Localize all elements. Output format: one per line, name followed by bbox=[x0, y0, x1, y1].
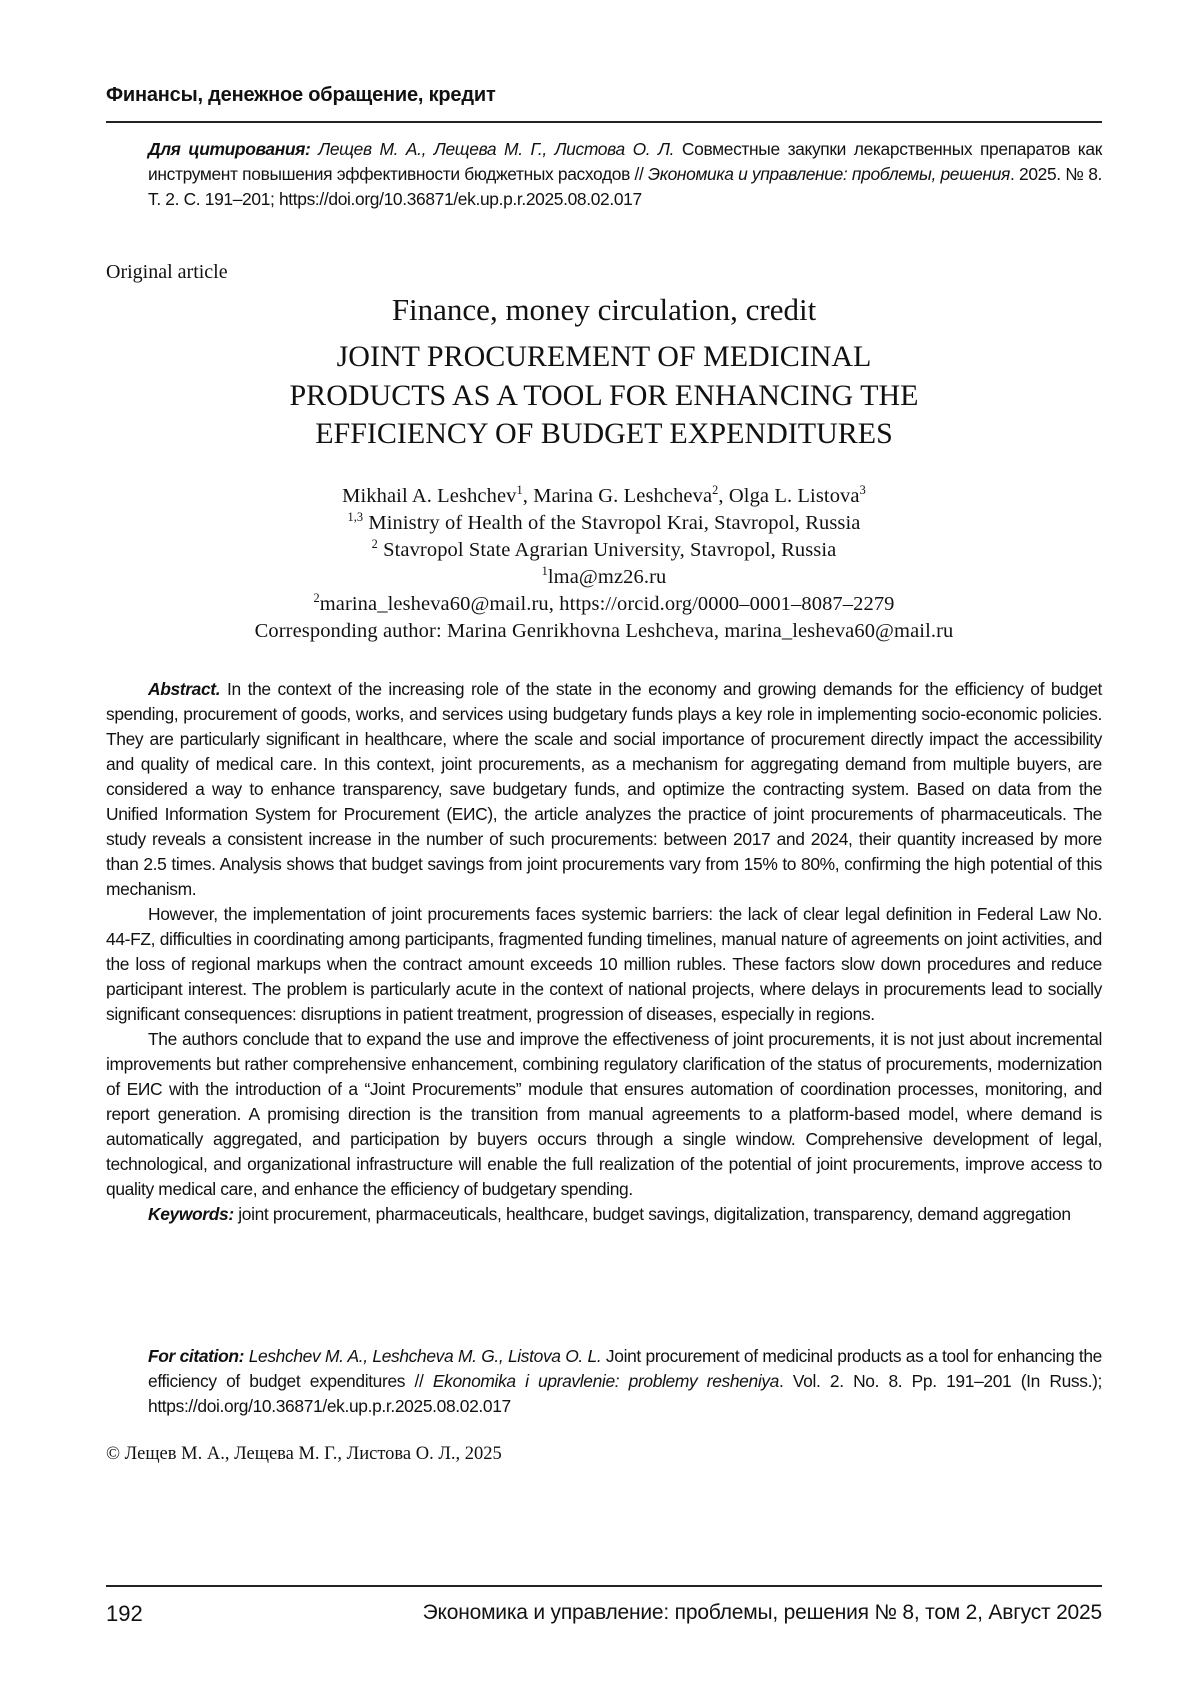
copyright: © Лещев М. А., Лещева М. Г., Листова О. Л., 2025 bbox=[106, 1444, 502, 1465]
keywords-label: Keywords: bbox=[148, 1204, 234, 1224]
article-title bbox=[106, 338, 1102, 454]
footer-rule bbox=[106, 1585, 1102, 1587]
author-sup: 1 bbox=[517, 483, 523, 497]
title-line: PRODUCTS AS A TOOL FOR ENHANCING THE bbox=[106, 377, 1102, 416]
page-number: 192 bbox=[106, 1601, 143, 1627]
author-name: , Marina G. Leshcheva bbox=[523, 485, 712, 507]
citation-ru bbox=[148, 137, 1102, 212]
abstract-label: Abstract. bbox=[148, 679, 220, 699]
citation-en-label: For citation: bbox=[148, 1346, 244, 1366]
section-header: Финансы, денежное обращение, кредит bbox=[106, 84, 496, 107]
rubric: Finance, money circulation, credit bbox=[106, 292, 1102, 328]
citation-en-journal: Ekonomika i upravlenie: problemy resheniya bbox=[433, 1371, 779, 1391]
title-line: JOINT PROCUREMENT OF MEDICINAL bbox=[106, 338, 1102, 377]
email-orcid-link[interactable]: marina_lesheva60@mail.ru, https://orcid.org/0000–0001–8087–2279 bbox=[320, 593, 895, 615]
header-rule bbox=[106, 121, 1102, 123]
author-list bbox=[106, 483, 1102, 510]
citation-en-details: . Vol. 2. No. 8. Pp. 191–201 (In Russ.); https://doi.org/10.36871/ek.up.p.r.2025.08.02.017 bbox=[148, 1371, 1102, 1416]
abstract-paragraph bbox=[106, 677, 1102, 902]
citation-ru-details: . 2025. № 8. Т. 2. С. 191–201; https://doi.org/10.36871/ek.up.p.r.2025.08.02.017 bbox=[148, 164, 1102, 209]
author-name: , Olga L. Listova bbox=[718, 485, 859, 507]
affiliation-sup: 2 bbox=[372, 537, 378, 551]
article-type: Original article bbox=[106, 261, 228, 284]
citation-en bbox=[148, 1344, 1102, 1419]
email-sup: 1 bbox=[542, 564, 548, 578]
affiliation-sup: 1,3 bbox=[347, 510, 363, 524]
citation-en-title: Joint procurement of medicinal products as a tool for enhancing the efficiency of budget expenditures // bbox=[148, 1346, 1102, 1391]
author-sup: 2 bbox=[712, 483, 718, 497]
email-orcid bbox=[106, 591, 1102, 618]
abstract bbox=[106, 677, 1102, 1227]
author-name: Mikhail A. Leshchev bbox=[342, 485, 516, 507]
corresponding-author: Corresponding author: Marina Genrikhovna Leshcheva, marina_lesheva60@mail.ru bbox=[106, 618, 1102, 645]
affiliation bbox=[106, 510, 1102, 537]
email bbox=[106, 564, 1102, 591]
author-sup: 3 bbox=[860, 483, 866, 497]
footer-journal: Экономика и управление: проблемы, решения № 8, том 2, Август 2025 bbox=[423, 1601, 1102, 1625]
citation-ru-authors: Лещев М. А., Лещева М. Г., Листова О. Л. bbox=[318, 139, 674, 159]
citation-ru-label: Для цитирования: bbox=[148, 139, 310, 159]
abstract-paragraph: The authors conclude that to expand the use and improve the effectiveness of joint procurements, it is not just about incremental improvements but rather comprehensive enhancement, combining regulatory clarification of the status of procurements, modernization of ЕИС with the introduction of a “Joint Procurements” module that ensures automation of coordination processes, monitoring, and report generation. A promising direction is the transition from manual agreements to a platform-based model, where demand is automatically aggregated, and participation by buyers occurs through a single window. Comprehensive development of legal, technological, and organizational infrastructure will enable the full realization of the potential of joint procurements, improve access to quality medical care, and enhance the efficiency of budgetary spending. bbox=[106, 1027, 1102, 1202]
email-link[interactable]: lma@mz26.ru bbox=[548, 566, 666, 588]
affiliation bbox=[106, 537, 1102, 564]
email-sup: 2 bbox=[313, 591, 319, 605]
citation-ru-journal: Экономика и управление: проблемы, решения bbox=[648, 164, 1010, 184]
citation-en-authors: Leshchev M. A., Leshcheva M. G., Listova O. L. bbox=[249, 1346, 602, 1366]
abstract-paragraph: However, the implementation of joint procurements faces systemic barriers: the lack of clear legal definition in Federal Law No. 44-FZ, difficulties in coordinating among participants, fragmented funding timelines, manual nature of agreements on joint activities, and the loss of regional markups when the contract amount exceeds 10 million rubles. These factors slow down procedures and reduce participant interest. The problem is particularly acute in the context of national projects, where delays in procurements lead to socially significant consequences: disruptions in patient treatment, progression of diseases, especially in regions. bbox=[106, 902, 1102, 1027]
abstract-text: In the context of the increasing role of the state in the economy and growing demands for the efficiency of budget spending, procurement of goods, works, and services using budgetary funds plays a key role in implementing socio-economic policies. They are particularly significant in healthcare, where the scale and social importance of procurement directly impact the accessibility and quality of medical care. In this context, joint procurements, as a mechanism for aggregating demand from multiple buyers, are considered a way to enhance transparency, save budgetary funds, and optimize the contracting system. Based on data from the Unified Information System for Procurement (ЕИС), the article analyzes the practice of joint procurements of pharmaceuticals. The study reveals a consistent increase in the number of such procurements: between 2017 and 2024, their quantity increased by more than 2.5 times. Analysis shows that budget savings from joint procurements vary from 15% to 80%, confirming the high potential of this mechanism. bbox=[106, 679, 1102, 899]
affiliation-text: Stavropol State Agrarian University, Stavropol, Russia bbox=[378, 539, 837, 561]
keywords bbox=[106, 1202, 1102, 1227]
citation-ru-title: Совместные закупки лекарственных препаратов как инструмент повышения эффективности бюджетных расходов // bbox=[148, 139, 1102, 184]
affiliation-text: Ministry of Health of the Stavropol Krai, Stavropol, Russia bbox=[363, 512, 860, 534]
keywords-text: joint procurement, pharmaceuticals, healthcare, budget savings, digitalization, transparency, demand aggregation bbox=[234, 1204, 1071, 1224]
title-line: EFFICIENCY OF BUDGET EXPENDITURES bbox=[106, 415, 1102, 454]
author-block bbox=[106, 483, 1102, 645]
